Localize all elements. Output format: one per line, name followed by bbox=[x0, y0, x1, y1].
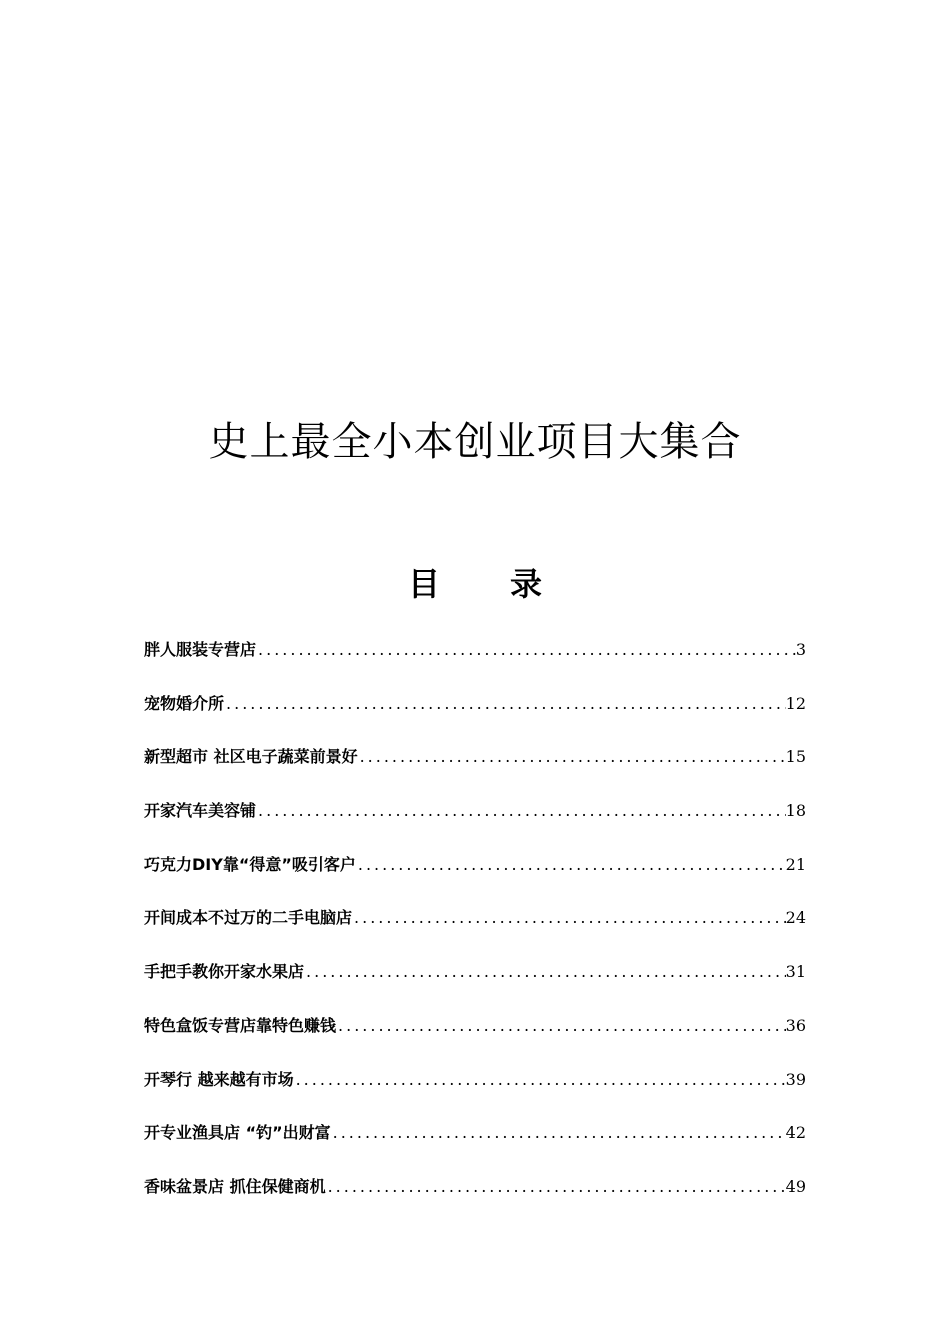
toc-entry[interactable] bbox=[144, 851, 806, 905]
toc-entry[interactable] bbox=[144, 958, 806, 1012]
document-title: 史上最全小本创业项目大集合 bbox=[208, 419, 742, 465]
toc-entry-page: 24 bbox=[785, 908, 806, 928]
toc-entry[interactable] bbox=[144, 1173, 806, 1227]
toc-dot-leader bbox=[256, 636, 796, 664]
toc-entry-label: 开专业渔具店 “钓”出财富 bbox=[144, 1123, 331, 1143]
toc-entry-page: 36 bbox=[785, 1015, 806, 1035]
toc-entry[interactable] bbox=[144, 690, 806, 744]
toc-dot-leader bbox=[336, 1012, 786, 1040]
toc-entry-label: 新型超市 社区电子蔬菜前景好 bbox=[144, 747, 358, 767]
toc-entry[interactable] bbox=[144, 1066, 806, 1120]
toc-dot-leader bbox=[352, 904, 786, 932]
toc-entry-label: 开琴行 越来越有市场 bbox=[144, 1069, 294, 1089]
toc-dot-leader bbox=[356, 851, 786, 879]
toc-heading-char-1: 目 bbox=[407, 565, 440, 603]
toc-entry-label: 手把手教你开家水果店 bbox=[144, 962, 305, 982]
toc-entry[interactable] bbox=[144, 636, 806, 690]
toc-entry-page: 49 bbox=[785, 1176, 806, 1196]
toc-dot-leader bbox=[304, 958, 786, 986]
toc-entry-page: 39 bbox=[785, 1069, 806, 1089]
toc-entry-label: 开家汽车美容铺 bbox=[144, 801, 257, 821]
toc-dot-leader bbox=[224, 690, 786, 718]
toc-entry[interactable] bbox=[144, 1119, 806, 1173]
toc-entry[interactable] bbox=[144, 1012, 806, 1066]
toc-entry-label: 巧克力DIY靠“得意”吸引客户 bbox=[144, 854, 356, 874]
toc-entry[interactable] bbox=[144, 797, 806, 851]
toc-entry-label: 宠物婚介所 bbox=[144, 693, 225, 713]
toc-entry-page: 3 bbox=[795, 640, 806, 659]
toc-dot-leader bbox=[256, 797, 786, 825]
table-of-contents bbox=[144, 636, 806, 1227]
toc-dot-leader bbox=[358, 743, 786, 771]
toc-entry-label: 开间成本不过万的二手电脑店 bbox=[144, 908, 353, 928]
toc-entry[interactable] bbox=[144, 904, 806, 958]
toc-dot-leader bbox=[331, 1119, 786, 1147]
toc-entry-page: 15 bbox=[785, 747, 806, 767]
toc-dot-leader bbox=[326, 1173, 786, 1201]
toc-entry-page: 21 bbox=[785, 854, 806, 874]
toc-entry-label: 特色盒饭专营店靠特色赚钱 bbox=[144, 1015, 337, 1035]
toc-dot-leader bbox=[294, 1066, 786, 1094]
toc-entry-label: 胖人服装专营店 bbox=[144, 640, 257, 659]
toc-entry-label: 香味盆景店 抓住保健商机 bbox=[144, 1176, 326, 1196]
toc-entry-page: 42 bbox=[785, 1123, 806, 1143]
toc-entry-page: 12 bbox=[785, 693, 806, 713]
toc-entry-page: 18 bbox=[785, 801, 806, 821]
toc-heading bbox=[0, 562, 950, 606]
toc-heading-char-2: 录 bbox=[510, 565, 543, 603]
toc-entry-page: 31 bbox=[785, 962, 806, 982]
toc-entry[interactable] bbox=[144, 743, 806, 797]
